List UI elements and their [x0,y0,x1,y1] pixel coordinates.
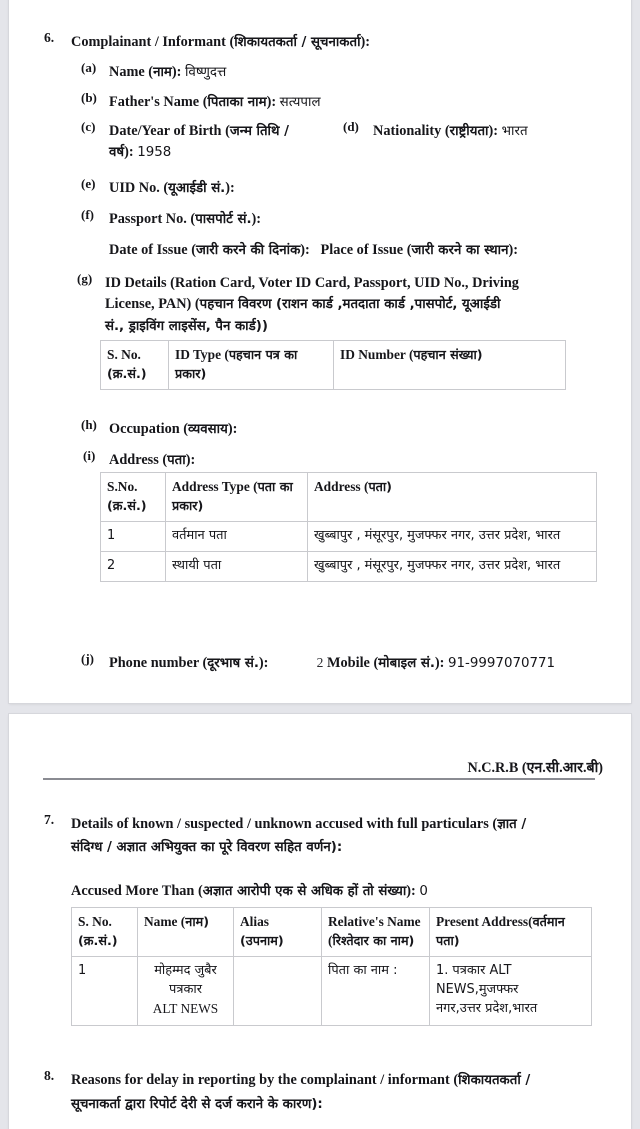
addr-row-2-type: स्थायी पता [166,552,308,582]
id-col-number: ID Number (पहचान संख्या) [334,341,566,390]
section-6-heading-hi: शिकायतकर्ता / सूचनाकर्ता [234,35,361,50]
item-d-nationality [373,121,623,142]
addr-row-2-address: खुब्बापुर , मंसूरपुर, मुजफ्फर नगर, उत्तर प्रदेश, भारत [308,552,597,582]
place-of-issue-label-hi: जारी करने का स्थान [411,243,509,258]
item-b-label-hi: पिताका नाम [207,95,267,110]
table-row [101,522,597,552]
section-7-number: 7. [44,812,55,827]
table-row [101,552,597,582]
page-number: 2 [316,655,324,670]
addr-col-type: Address Type (पता का प्रकार) [166,473,308,522]
item-c-second-line [109,142,369,163]
item-c-date-of-birth [109,121,349,142]
addr-row-2-sno: 2 [101,552,166,582]
item-h-label-tail: ): [227,421,238,437]
item-f-label-tail: ): [251,211,262,227]
section-7-heading-line1 [71,814,611,835]
item-b-label-tail: ): [266,94,277,110]
addr-row-1-address: खुब्बापुर , मंसूरपुर, मुजफ्फर नगर, उत्तर प्रदेश, भारत [308,522,597,552]
addr-row-1-type: वर्तमान पता [166,522,308,552]
section-8-number: 8. [44,1068,55,1083]
item-d-label-hi: राष्ट्रीयता [449,124,489,139]
mobile-label-hi: मोबाइल सं. [378,656,435,671]
document-page-1 [9,0,631,703]
item-g-id-details-line3 [105,316,615,337]
accused-col-present-address: Present Address(वर्तमान पता) [430,908,592,957]
item-j-label-hi: दूरभाष सं. [207,656,259,671]
section-6-heading-en: Complainant / Informant ( [71,34,235,50]
section-6-number: 6. [44,30,55,45]
accused-col-alias: Alias (उपनाम) [234,908,322,957]
item-g-label-hi-line2: पहचान विवरण (राशन कार्ड ,मतदाता कार्ड ,पासपोर्ट, यूआईडी [199,297,501,312]
item-a-label-hi: नाम [153,65,172,80]
item-g-id-details-line2 [105,294,615,315]
item-j-label-en: Phone number ( [109,655,208,671]
section-6-heading-tail: ): [360,34,371,50]
section-6-heading [71,32,611,53]
header-divider [43,778,595,780]
item-c-label-tail: ): [124,144,134,160]
item-a-value: विष्णुदत्त [184,65,227,80]
accused-col-relative-name: Relative's Name (रिश्तेदार का नाम) [322,908,430,957]
item-a-name [109,62,589,83]
clipped-previous-line [229,0,489,3]
place-of-issue-tail: ): [508,242,519,258]
date-of-issue-label-hi: जारी करने की दिनांक [195,243,301,258]
item-c-value: 1958 [137,145,172,160]
item-f-passport-no [109,209,509,230]
section-8-heading-line1 [71,1070,616,1091]
accused-row-1-relative-name: पिता का नाम : [322,957,430,1026]
item-e-marker: (e) [81,176,96,191]
item-j-label-tail: ): [258,655,269,671]
document-page-2 [9,714,631,1129]
section-8-heading-line2 [71,1094,616,1115]
accused-col-name: Name (नाम) [138,908,234,957]
item-i-marker: (i) [83,448,96,463]
item-j-marker: (j) [81,651,94,666]
item-a-label-en: Name ( [109,64,154,80]
date-of-issue-tail: ): [300,242,310,258]
table-row [72,957,592,1026]
section-8-heading-hi-line2: सूचनाकर्ता द्वारा रिपोर्ट देरी से दर्ज कराने के कारण): [71,1097,323,1112]
accused-row-1-present-address: 1. पत्रकार ALT NEWS,मुजफ्फर नगर,उत्तर प्रदेश,भारत [430,957,592,1026]
item-d-value: भारत [501,124,528,139]
item-b-value: सत्यपाल [279,95,321,110]
accused-more-than-label-en: Accused More Than ( [71,883,203,899]
section-7-heading-hi-line2: संदिग्ध / अज्ञात अभियुक्त का पूरे विवरण सहित वर्णन): [71,840,343,855]
section-7-heading-line2 [71,837,611,858]
id-details-table [100,340,566,390]
place-of-issue-label-en: Place of Issue ( [320,242,412,258]
section-7-heading-hi-line1: ज्ञात / [497,817,527,832]
accused-more-than-tail: ): [406,883,416,899]
accused-row-1-alias [234,957,322,1026]
item-e-label-hi: यूआईडी सं. [168,181,226,196]
accused-more-than-value: 0 [419,884,428,899]
addr-col-sno: S.No. (क्र.सं.) [101,473,166,522]
item-b-label-en: Father's Name ( [109,94,208,110]
item-g-label-en-line2: License, PAN) ( [105,296,200,312]
item-f-label-hi: पासपोर्ट सं. [195,212,252,227]
item-c-label-en: Date/Year of Birth ( [109,123,230,139]
accused-table [71,907,592,1026]
accused-row-1-name: मोहम्मद जुबैर पत्रकार ALT NEWS [138,957,234,1026]
item-c-label-hi: जन्म तिथि / [229,124,289,139]
item-a-label-tail: ): [171,64,182,80]
item-h-label-hi: व्यवसाय [188,422,228,437]
addr-col-address: Address (पता) [308,473,597,522]
item-d-marker: (d) [343,119,359,134]
item-e-label-en: UID No. ( [109,180,169,196]
mobile-value: 91-9997070771 [448,656,556,671]
item-d-label-tail: ): [488,123,499,139]
item-d-label-en: Nationality ( [373,123,450,139]
accused-row-1-sno: 1 [72,957,138,1026]
item-h-label-en: Occupation ( [109,421,189,437]
item-c-marker: (c) [81,119,96,134]
item-i-label-en: Address ( [109,452,168,468]
accused-more-than-label-hi: अज्ञात आरोपी एक से अधिक हों तो संख्या [202,884,407,899]
item-h-occupation [109,419,509,440]
item-a-marker: (a) [81,60,97,75]
section-7-heading-en: Details of known / suspected / unknown accused with full particulars ( [71,816,498,832]
item-g-id-details-line1: ID Details (Ration Card, Voter ID Card, Passport, UID No., Driving [105,275,519,291]
date-of-issue-label-en: Date of Issue ( [109,242,196,258]
item-i-label-tail: ): [185,452,196,468]
table-header-row [72,908,592,957]
accused-more-than [71,881,611,902]
table-header-row [101,341,566,390]
item-i-label-hi: पता [167,453,186,468]
mobile-label-tail: ): [434,655,445,671]
item-e-label-tail: ): [225,180,235,196]
item-f-marker: (f) [81,207,94,222]
item-g-marker: (g) [77,271,93,286]
item-h-marker: (h) [81,417,97,432]
ncrb-header: N.C.R.B (एन.सी.आर.बी) [467,760,603,776]
item-b-fathers-name [109,92,589,113]
table-header-row [101,473,597,522]
accused-col-sno: S. No. (क्र.सं.) [72,908,138,957]
item-f-label-en: Passport No. ( [109,211,196,227]
item-f-issue-line [109,240,609,261]
section-8-heading-en: Reasons for delay in reporting by the complainant / informant ( [71,1072,459,1088]
item-i-address [109,450,509,471]
section-8-heading-hi-line1: शिकायतकर्ता / [458,1073,531,1088]
item-e-uid-no [109,178,509,199]
item-b-marker: (b) [81,90,97,105]
address-table [100,472,597,582]
item-g-label-hi-line3: सं., ड्राइविंग लाइसेंस, पैन कार्ड)) [105,319,268,334]
id-col-sno: S. No. (क्र.सं.) [101,341,169,390]
item-c-label-hi2: वर्ष [109,145,125,160]
mobile-label-en: Mobile ( [327,655,379,671]
addr-row-1-sno: 1 [101,522,166,552]
id-col-type: ID Type (पहचान पत्र का प्रकार) [169,341,334,390]
